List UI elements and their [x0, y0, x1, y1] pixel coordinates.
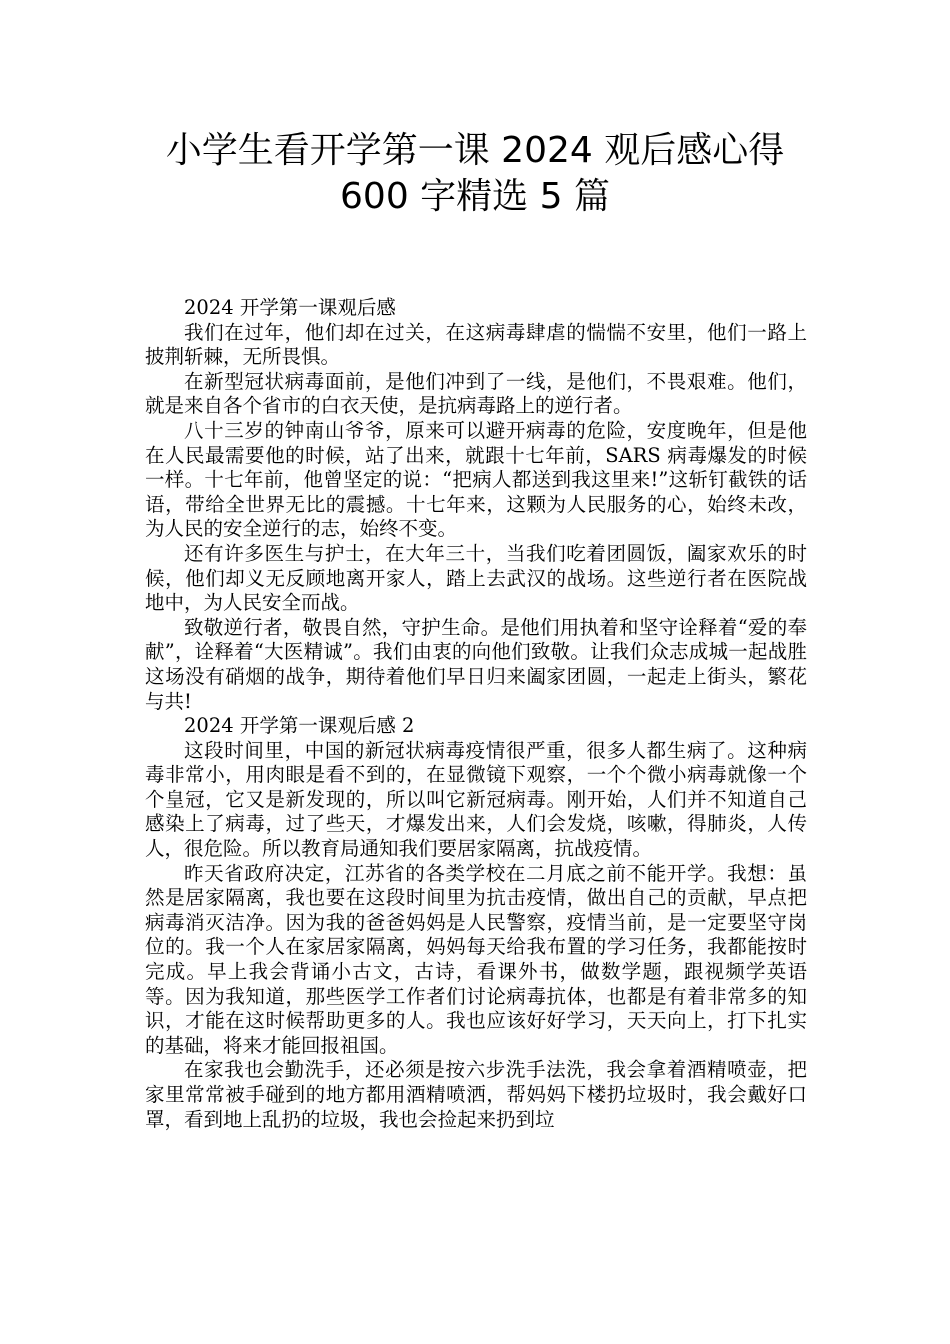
section-heading-1: 2024 开学第一课观后感 — [184, 296, 396, 319]
paragraph: 还有许多医生与护士，在大年三十，当我们吃着团圆饭，阖家欢乐的时候，他们却义无反顾地离开家人，踏上去武汉的战场。这些逆行者在医院战地中，为人民安全而战。 — [145, 541, 807, 615]
paragraph: 八十三岁的钟南山爷爷，原来可以避开病毒的危险，安度晚年，但是他在人民最需要他的时候，站了出来，就跟十七年前，SARS 病毒爆发的时候一样。十七年前，他曾坚定的说：“把病人都送到我这里来!”这斩钉截铁的话语，带给全世界无比的震撼。十七年来，这颗为人民服务的心，始终未改，为人民的安全逆行的志，始终不变。 — [145, 418, 807, 541]
paragraph: 昨天省政府决定，江苏省的各类学校在二月底之前不能开学。我想：虽然是居家隔离，我也要在这段时间里为抗击疫情，做出自己的贡献，早点把病毒消灭洁净。因为我的爸爸妈妈是人民警察，疫情当前，是一定要坚守岗位的。我一个人在家居家隔离，妈妈每天给我布置的学习任务，我都能按时完成。早上我会背诵小古文，古诗，看课外书，做数学题，跟视频学英语等。因为我知道，那些医学工作者们讨论病毒抗体，也都是有着非常多的知识，才能在这时候帮助更多的人。我也应该好好学习，天天向上，打下扎实的基础，将来才能回报祖国。 — [145, 861, 807, 1057]
section-heading-2: 2024 开学第一课观后感 2 — [184, 714, 415, 738]
document-body — [145, 296, 807, 1132]
paragraph: 致敬逆行者，敬畏自然，守护生命。是他们用执着和坚守诠释着“爱的奉献”，诠释着“大医精诚”。我们由衷的向他们致敬。让我们众志成城一起战胜这场没有硝烟的战争，期待着他们早日归来阖家团圆，一起走上街头，繁花与共! — [145, 615, 807, 713]
document-title — [100, 128, 850, 220]
title-line-1: 小学生看开学第一课 2024 观后感心得 — [165, 130, 785, 171]
title-line-2: 600 字精选 5 篇 — [340, 176, 610, 217]
paragraph: 我们在过年，他们却在过关，在这病毒肆虐的惴惴不安里，他们一路上披荆斩棘，无所畏惧。 — [145, 320, 807, 369]
paragraph: 在家我也会勤洗手，还必须是按六步洗手法洗，我会拿着酒精喷壶，把家里常常被手碰到的地方都用酒精喷洒，帮妈妈下楼扔垃圾时，我会戴好口罩，看到地上乱扔的垃圾，我也会捡起来扔到垃 — [145, 1058, 807, 1131]
paragraph: 这段时间里，中国的新冠状病毒疫情很严重，很多人都生病了。这种病毒非常小，用肉眼是看不到的，在显微镜下观察，一个个微小病毒就像一个个皇冠，它又是新发现的，所以叫它新冠病毒。刚开始，人们并不知道自己感染上了病毒，过了些天，才爆发出来，人们会发烧，咳嗽，得肺炎，人传人，很危险。所以教育局通知我们要居家隔离，抗战疫情。 — [145, 738, 807, 861]
paragraph: 在新型冠状病毒面前，是他们冲到了一线，是他们，不畏艰难。他们，就是来自各个省市的白衣天使，是抗病毒路上的逆行者。 — [145, 369, 807, 418]
